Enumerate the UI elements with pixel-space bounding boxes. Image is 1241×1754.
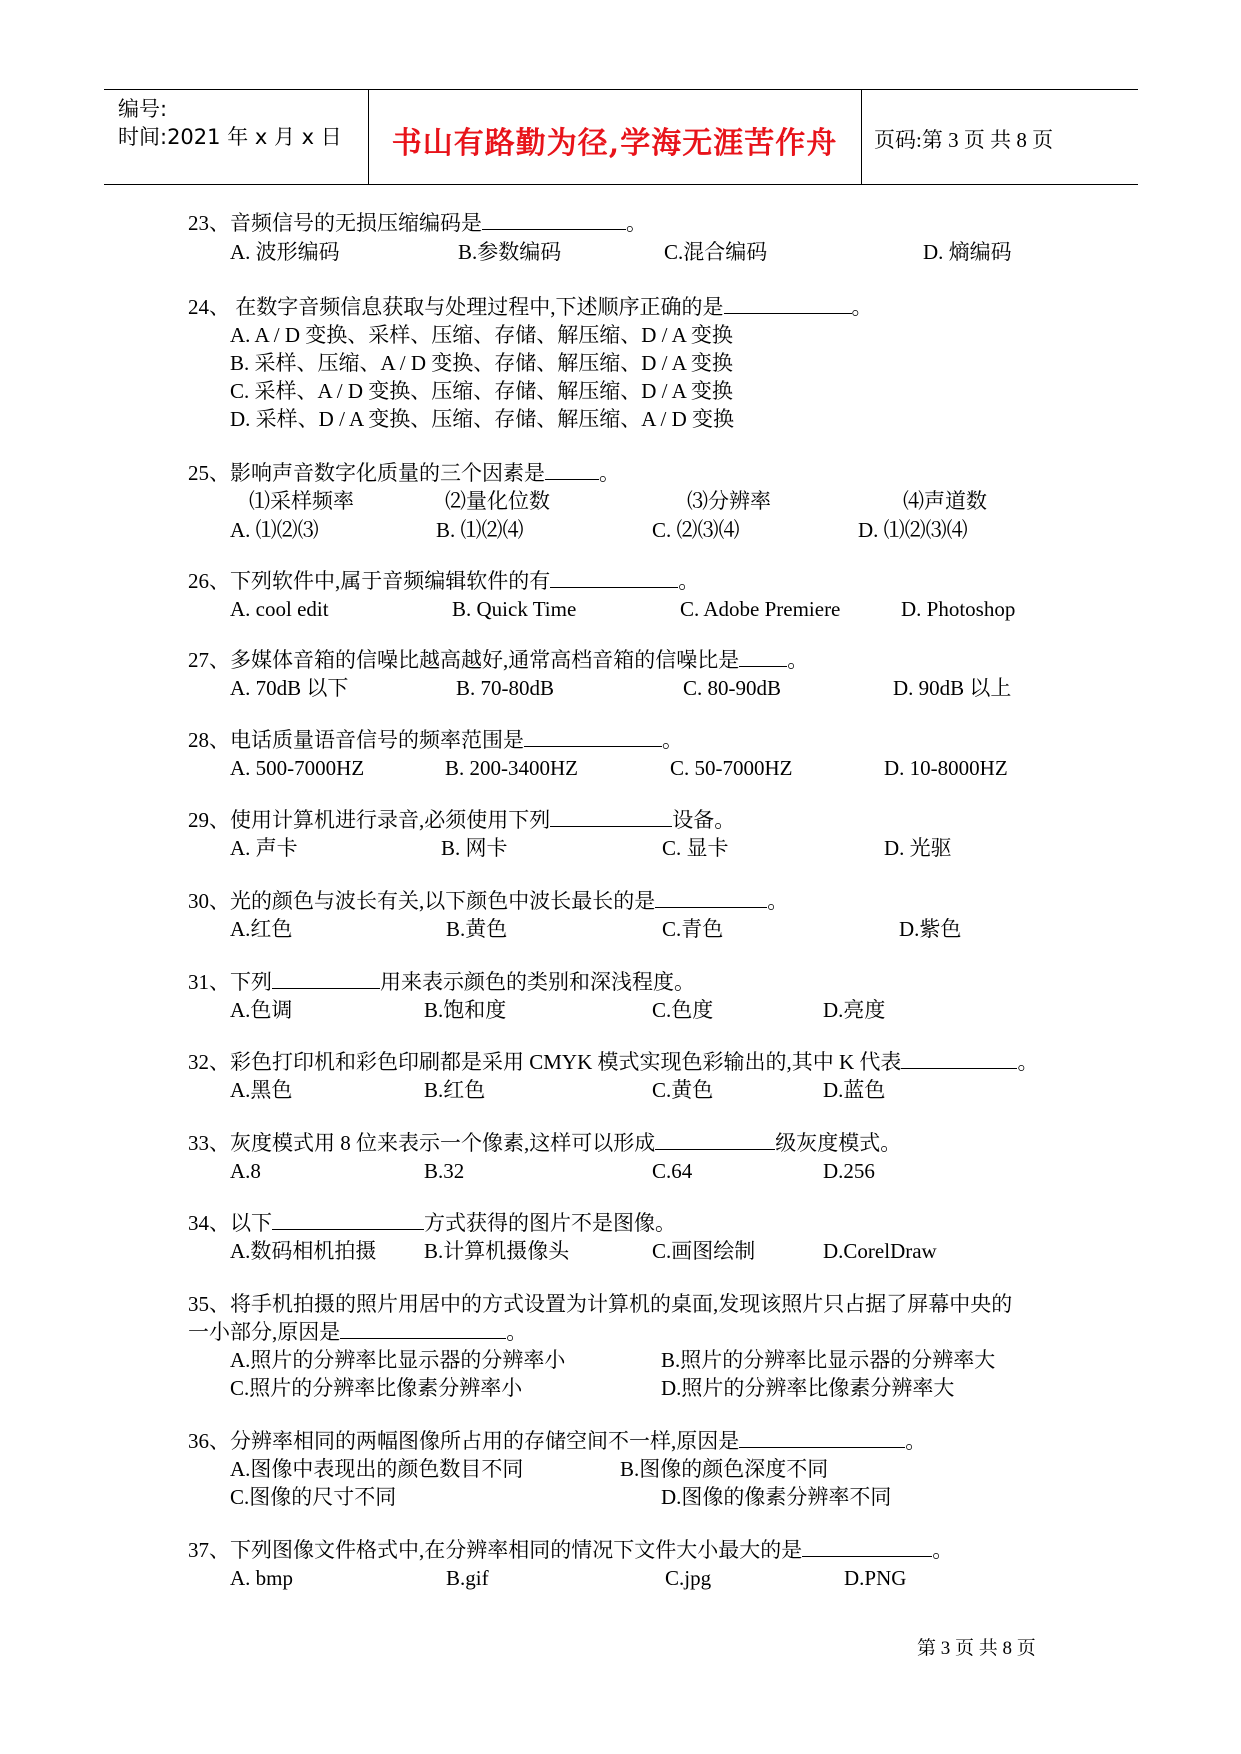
option-b: B. Quick Time — [452, 597, 577, 621]
page-footer: 第 3 页 共 8 页 — [917, 1638, 1036, 1659]
question-end: 。 — [905, 1429, 927, 1453]
doc-code-label: 编号: — [118, 97, 168, 121]
question-end: 。 — [626, 211, 647, 235]
question-stem — [188, 209, 647, 237]
option-a: A. bmp — [230, 1566, 293, 1590]
answer-blank — [802, 1537, 932, 1557]
question-end: 。 — [506, 1320, 528, 1344]
option-a: A.照片的分辨率比显示器的分辨率小 — [230, 1348, 566, 1372]
question-text: 将手机拍摄的照片用居中的方式设置为计算机的桌面,发现该照片只占据了屏幕中央的 — [230, 1292, 1013, 1316]
option-b: B. 网卡 — [441, 836, 508, 860]
answer-blank — [550, 568, 678, 588]
option-c: C. 80-90dB — [683, 676, 782, 700]
option-b: B.照片的分辨率比显示器的分辨率大 — [661, 1348, 996, 1372]
question-stem — [188, 968, 695, 996]
option-b: B.参数编码 — [458, 240, 562, 264]
answer-blank — [340, 1319, 506, 1339]
question-stem — [188, 459, 620, 487]
question-end: 设备。 — [672, 808, 736, 832]
question-end: 。 — [932, 1538, 954, 1562]
option-c: C. Adobe Premiere — [680, 597, 841, 621]
option-b: B.红色 — [424, 1078, 486, 1102]
question-end: 。 — [678, 569, 700, 593]
option-a: A.黑色 — [230, 1078, 293, 1102]
option-d: D.紫色 — [899, 917, 962, 941]
question-end: 。 — [851, 295, 873, 319]
question-text: 以下 — [230, 1211, 272, 1235]
question-stem — [188, 293, 873, 321]
option-d: D. 90dB 以上 — [893, 676, 1012, 700]
question-text: 下列软件中,属于音频编辑软件的有 — [230, 569, 551, 593]
option-a: A. 声卡 — [230, 836, 298, 860]
header-left-cell — [104, 90, 369, 184]
answer-blank — [272, 969, 380, 989]
option-a: A.色调 — [230, 998, 293, 1022]
question-end: 方式获得的图片不是图像。 — [424, 1211, 676, 1235]
question-number: 35、 — [188, 1292, 230, 1316]
question-number: 34、 — [188, 1211, 230, 1235]
answer-blank — [901, 1049, 1017, 1069]
option-a: A. A / D 变换、采样、压缩、存储、解压缩、D / A 变换 — [230, 323, 733, 347]
option-c: C. 50-7000HZ — [670, 756, 793, 780]
header-motto: 书山有路勤为径,学海无涯苦作舟 — [391, 126, 838, 161]
answer-blank — [524, 727, 662, 747]
question-end: 级灰度模式。 — [775, 1131, 902, 1155]
question-number: 27、 — [188, 648, 230, 672]
answer-blank — [655, 888, 767, 908]
header-right-cell — [861, 90, 1138, 184]
question-text: 灰度模式用 8 位来表示一个像素,这样可以形成 — [230, 1131, 656, 1155]
question-text: 下列 — [230, 970, 272, 994]
option-d: D.CorelDraw — [823, 1239, 937, 1263]
answer-blank — [550, 807, 672, 827]
option-c: C. 采样、A / D 变换、压缩、存储、解压缩、D / A 变换 — [230, 379, 733, 403]
question-text: 彩色打印机和彩色印刷都是采用 CMYK 模式实现色彩输出的,其中 K 代表 — [230, 1050, 902, 1074]
question-text: 光的颜色与波长有关,以下颜色中波长最长的是 — [230, 889, 656, 913]
option-c: C.色度 — [652, 998, 714, 1022]
option-a: A.8 — [230, 1159, 261, 1183]
option-b: B. 采样、压缩、A / D 变换、存储、解压缩、D / A 变换 — [230, 351, 733, 375]
option-c: C.照片的分辨率比像素分辨率小 — [230, 1376, 523, 1400]
option-d: D. 10-8000HZ — [884, 756, 1008, 780]
question-text: 一小部分,原因是 — [188, 1320, 341, 1344]
answer-blank — [739, 1428, 905, 1448]
factor-item: ⑶分辨率 — [687, 489, 771, 513]
answer-blank — [739, 647, 787, 667]
option-d: D. ⑴⑵⑶⑷ — [858, 518, 968, 542]
question-text: 音频信号的无损压缩编码是 — [230, 211, 482, 235]
option-c: C.青色 — [662, 917, 724, 941]
option-a: A.图像中表现出的颜色数目不同 — [230, 1457, 524, 1481]
option-c: C. ⑵⑶⑷ — [652, 518, 740, 542]
option-d: D.照片的分辨率比像素分辨率大 — [661, 1376, 955, 1400]
option-a: A. cool edit — [230, 597, 329, 621]
doc-time-label: 时间:2021 年 x 月 x 日 — [118, 125, 342, 149]
question-number: 28、 — [188, 728, 230, 752]
question-stem — [188, 1129, 901, 1157]
question-stem — [188, 1209, 676, 1237]
option-b: B.饱和度 — [424, 998, 507, 1022]
question-text: 多媒体音箱的信噪比越高越好,通常高档音箱的信噪比是 — [230, 648, 740, 672]
answer-blank — [272, 1210, 424, 1230]
question-stem — [188, 1536, 953, 1564]
question-number: 24、 — [188, 295, 230, 319]
option-b: B. ⑴⑵⑷ — [436, 518, 524, 542]
option-c: C.jpg — [665, 1566, 712, 1590]
option-b: B.黄色 — [446, 917, 508, 941]
option-d: D.图像的像素分辨率不同 — [661, 1485, 892, 1509]
question-number: 26、 — [188, 569, 230, 593]
question-end: 。 — [1017, 1050, 1039, 1074]
page-header — [104, 89, 1138, 185]
question-end: 。 — [599, 461, 620, 485]
option-d: D. 采样、D / A 变换、压缩、存储、解压缩、A / D 变换 — [230, 407, 735, 431]
option-a: A.数码相机拍摄 — [230, 1239, 377, 1263]
question-end: 。 — [787, 648, 809, 672]
question-stem — [188, 567, 699, 595]
option-d: D. 熵编码 — [923, 240, 1012, 264]
question-number: 37、 — [188, 1538, 230, 1562]
option-c: C.图像的尺寸不同 — [230, 1485, 397, 1509]
factor-item: ⑵量化位数 — [445, 489, 550, 513]
question-number: 33、 — [188, 1131, 230, 1155]
option-b: B. 200-3400HZ — [445, 756, 578, 780]
option-c: C. 显卡 — [662, 836, 729, 860]
header-page-info: 页码:第 3 页 共 8 页 — [874, 128, 1054, 152]
question-text: 影响声音数字化质量的三个因素是 — [230, 461, 545, 485]
question-end: 。 — [662, 728, 683, 752]
option-b: B.32 — [424, 1159, 465, 1183]
answer-blank — [655, 1130, 775, 1150]
question-stem — [188, 806, 735, 834]
option-a: A. ⑴⑵⑶ — [230, 518, 319, 542]
answer-blank — [545, 460, 599, 480]
option-d: D. 光驱 — [884, 836, 952, 860]
question-text: 分辨率相同的两幅图像所占用的存储空间不一样,原因是 — [230, 1429, 740, 1453]
option-b: B.图像的颜色深度不同 — [620, 1457, 829, 1481]
option-d: D.256 — [823, 1159, 875, 1183]
question-stem — [188, 1427, 926, 1455]
question-text: 电话质量语音信号的频率范围是 — [230, 728, 524, 752]
question-stem-continued — [188, 1318, 527, 1346]
question-stem — [188, 726, 683, 754]
question-number: 31、 — [188, 970, 230, 994]
question-text: 下列图像文件格式中,在分辨率相同的情况下文件大小最大的是 — [230, 1538, 803, 1562]
question-end: 用来表示颜色的类别和深浅程度。 — [380, 970, 695, 994]
question-number: 29、 — [188, 808, 230, 832]
question-text: 在数字音频信息获取与处理过程中,下述顺序正确的是 — [230, 295, 724, 319]
question-stem — [188, 646, 808, 674]
question-number: 36、 — [188, 1429, 230, 1453]
option-c: C.画图绘制 — [652, 1239, 756, 1263]
answer-blank — [724, 294, 852, 314]
option-d: D.PNG — [844, 1566, 907, 1590]
question-stem — [188, 887, 788, 915]
option-c: C.混合编码 — [664, 240, 768, 264]
option-a: A. 500-7000HZ — [230, 756, 365, 780]
option-c: C.黄色 — [652, 1078, 714, 1102]
option-b: B. 70-80dB — [456, 676, 555, 700]
question-stem — [188, 1290, 1012, 1318]
option-d: D.蓝色 — [823, 1078, 886, 1102]
question-text: 使用计算机进行录音,必须使用下列 — [230, 808, 551, 832]
option-c: C.64 — [652, 1159, 693, 1183]
answer-blank — [482, 210, 626, 230]
option-b: B.gif — [446, 1566, 489, 1590]
option-a: A.红色 — [230, 917, 293, 941]
factor-item: ⑷声道数 — [903, 489, 987, 513]
option-a: A. 波形编码 — [230, 240, 340, 264]
header-middle-cell — [368, 90, 862, 184]
question-number: 32、 — [188, 1050, 230, 1074]
factor-item: ⑴采样频率 — [249, 489, 354, 513]
option-b: B.计算机摄像头 — [424, 1239, 570, 1263]
option-d: D. Photoshop — [901, 597, 1016, 621]
option-d: D.亮度 — [823, 998, 886, 1022]
question-stem — [188, 1048, 1038, 1076]
question-number: 25、 — [188, 461, 230, 485]
option-a: A. 70dB 以下 — [230, 676, 349, 700]
question-number: 23、 — [188, 211, 230, 235]
question-end: 。 — [767, 889, 789, 913]
question-number: 30、 — [188, 889, 230, 913]
